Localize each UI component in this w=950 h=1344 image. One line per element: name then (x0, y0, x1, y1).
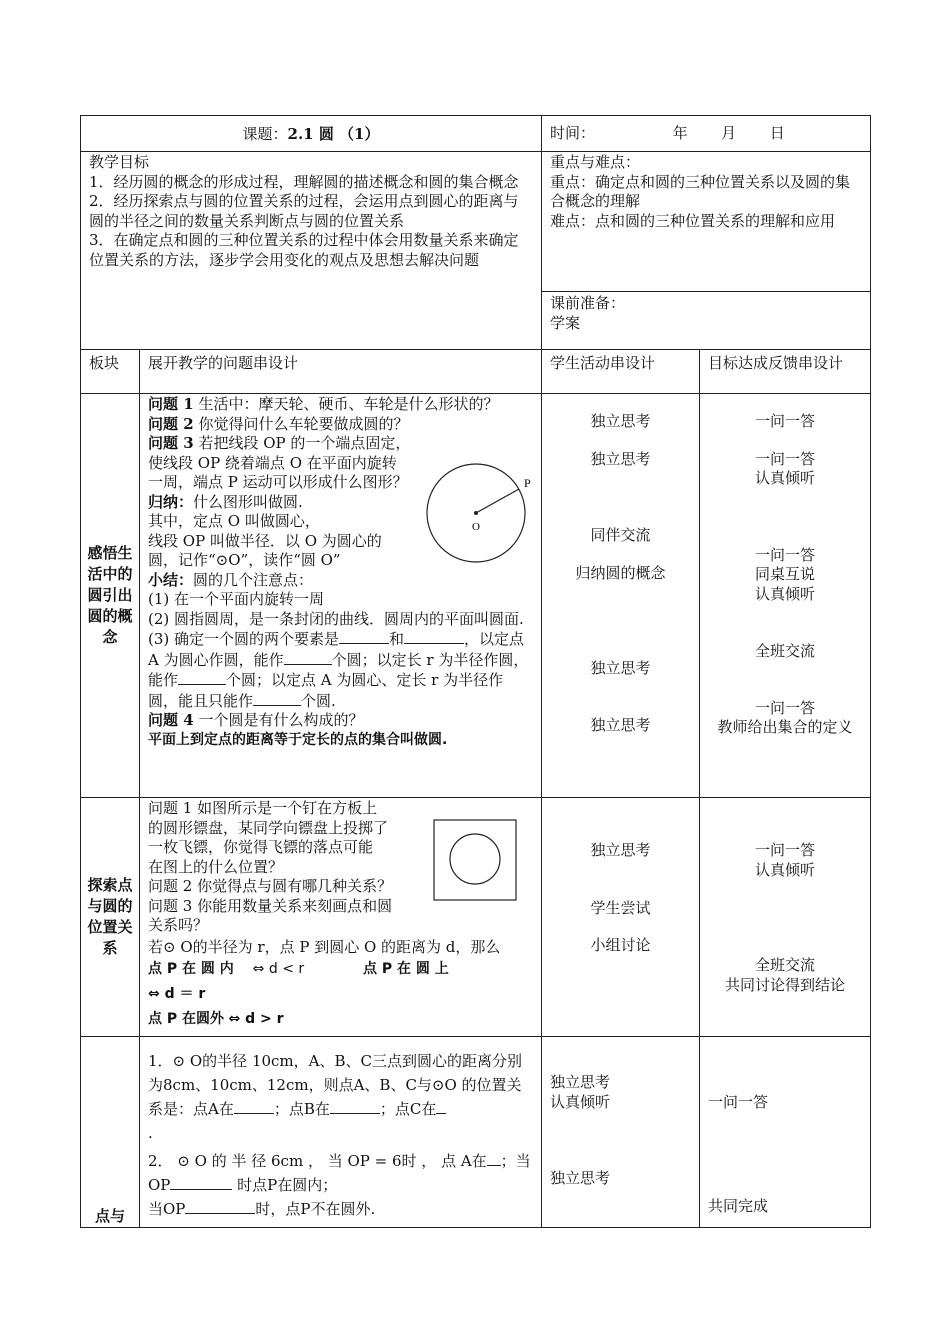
lesson-plan-page (80, 115, 870, 1228)
fill-blank[interactable] (178, 670, 226, 685)
section1-feedback (700, 394, 870, 738)
exercise-text: 时，点P不在圆外. (255, 1200, 376, 1218)
exercise-2 (148, 1149, 533, 1221)
exercise-1 (148, 1049, 533, 1145)
section1-row (81, 394, 871, 798)
q2-text: 你觉得问什么车轮要做成圆的？ (198, 414, 409, 433)
student-activity: 独立思考 (590, 841, 651, 859)
goal-item: 1．经历圆的概念的形成过程，理解圆的描述概念和圆的集合概念 (89, 172, 519, 191)
section3-title: 点与 (94, 1207, 125, 1225)
note3-text: 个圆；以定点 A 为圆心、定长 r 为半径作圆，能且只能作 (148, 671, 504, 710)
exercise-text: 当OP (148, 1200, 186, 1218)
fill-blank[interactable] (339, 629, 389, 644)
board-square (434, 820, 516, 900)
feedback-item: 同桌互说 (754, 565, 815, 583)
circle-figure (426, 460, 538, 572)
fill-blank[interactable] (436, 1099, 446, 1114)
radius-line (476, 489, 519, 513)
fill-blank[interactable] (253, 691, 301, 706)
exercise-text: 时点P在圆内； (237, 1176, 338, 1194)
feedback-item: 共同讨论得到结论 (724, 975, 845, 994)
key-point: 重点：确定点和圆的三种位置关系以及圆的集合概念的理解 (550, 172, 851, 210)
preparation-content: 学案 (550, 313, 581, 332)
exercise-text: ；点C在 (379, 1100, 437, 1118)
col-header-section: 板块 (89, 354, 120, 372)
fill-blank[interactable] (234, 1099, 274, 1114)
q3-label: 问题 3 (148, 434, 194, 452)
induce-text: 什么图形叫做圆. (193, 492, 303, 511)
student-activity: 学生尝试 (590, 898, 651, 917)
note3-text: ，以定点 A 为圆心作圆，能作 (148, 630, 525, 669)
feedback-item: 一问一答 (754, 841, 815, 859)
lesson-plan-table (80, 115, 871, 1228)
q1-label: 问题 1 (148, 395, 194, 413)
exercise-text: ；点B在 (273, 1100, 330, 1118)
difficulty-point: 难点：点和圆的三种位置关系的理解和应用 (550, 211, 836, 230)
section1-student-activities (542, 394, 699, 735)
relation-on-label: 点 P 在 圆 上 (363, 961, 449, 977)
definition-line: 其中，定点 O 叫做圆心， (148, 512, 320, 530)
relation-outside-math: ⇔ d > r (228, 1011, 284, 1027)
relation-outside (148, 1010, 533, 1030)
student-activity: 同伴交流 (590, 526, 651, 544)
day-label: 日 (769, 123, 785, 142)
lesson-title (81, 123, 541, 144)
lesson-label: 课题： (242, 125, 288, 143)
dartboard-circle (450, 834, 500, 884)
goal-item: 2．经历探索点与圆的位置关系的过程，会运用点到圆心的距离与圆的半径之间的数量关系判断点与圆的位置关系 (89, 192, 519, 230)
feedback-item: 一问一答 (754, 412, 815, 430)
relation-inside-math: ⇔ d < r (252, 961, 305, 977)
s2-question: 的圆形镖盘，某同学向镖盘上投掷了 (148, 818, 389, 837)
fill-blank[interactable] (284, 650, 332, 665)
student-activity: 认真倾听 (550, 1092, 611, 1111)
feedback-item: 一问一答 (754, 545, 815, 564)
q2-label: 问题 2 (148, 414, 194, 433)
col-header-feedback: 目标达成反馈串设计 (708, 354, 844, 372)
fill-blank[interactable] (185, 1199, 255, 1214)
point-p-label: P (524, 476, 531, 490)
note-item: (1) 在一个平面内旋转一周 (148, 590, 325, 608)
q4-text: 一个圆是有什么构成的？ (198, 711, 364, 729)
time-field (542, 120, 870, 148)
condition-statement: 若⊙ O的半径为 r，点 P 到圆心 O 的距离为 d，那么 (148, 937, 501, 956)
exercise-text: 1．⊙ O的半径 10cm，A、B、C三点到圆心的距离分别为8cm、10cm、12cm，则点A、B、C与⊙O 的位置关系是：点A在 (148, 1052, 522, 1118)
goal-item: 3．在确定点和圆的三种位置关系的过程中体会用数量关系来确定位置关系的方法，逐步学会用变化的观点及思想去解决问题 (89, 231, 519, 269)
fill-blank[interactable] (487, 1151, 501, 1166)
preparation (542, 292, 871, 350)
column-header-row (81, 350, 871, 394)
col-header-questions: 展开教学的问题串设计 (148, 354, 299, 372)
student-activity: 独立思考 (590, 449, 651, 468)
student-activity: 独立思考 (550, 1169, 611, 1187)
feedback-item: 全班交流 (754, 956, 815, 974)
relation-inside-on (148, 960, 533, 980)
student-activity: 独立思考 (550, 1073, 611, 1091)
section2-questions (140, 798, 541, 1034)
section3-exercises (140, 1037, 541, 1225)
note3-text: 个圆；以定长 r 为半径作圆，能作 (148, 650, 529, 689)
key-points (542, 152, 871, 292)
key-points-heading: 重点与难点： (550, 153, 641, 171)
q3-text: 使线段 OP 绕着端点 O 在平面内旋转 (148, 453, 397, 472)
point-o-label: O (472, 521, 480, 533)
note3-text: 和 (389, 630, 405, 648)
goals-heading: 教学目标 (89, 153, 150, 171)
section2-student-activities (542, 798, 699, 956)
s2-question: 关系吗？ (148, 916, 209, 934)
lesson-title-text: 2.1 圆 （1） (287, 125, 380, 143)
relation-inside-label: 点 P 在 圆 内 (148, 961, 234, 977)
col-header-student: 学生活动串设计 (550, 354, 656, 372)
definition-line: 圆，记作“⊙O”，读作“圆 O” (148, 551, 341, 569)
teaching-goals (81, 152, 542, 350)
dartboard-figure (433, 819, 519, 903)
section1-questions (140, 394, 541, 754)
q1-text: 生活中：摩天轮、硬币、车轮是什么形状的？ (198, 395, 499, 413)
s2-question: 问题 1 如图所示是一个钉在方板上 (148, 799, 378, 817)
feedback-item: 教师给出集合的定义 (717, 718, 853, 736)
feedback-item: 认真倾听 (754, 469, 815, 487)
preparation-heading: 课前准备： (550, 294, 626, 312)
section3-student-activities (542, 1037, 699, 1193)
section3-feedback (700, 1037, 870, 1220)
feedback-item: 全班交流 (754, 642, 815, 660)
note-item (148, 629, 533, 711)
feedback-item: 一问一答 (708, 1093, 769, 1111)
student-activity: 独立思考 (590, 659, 651, 677)
s2-question: 在图上的什么位置？ (148, 857, 284, 876)
student-activity: 独立思考 (590, 412, 651, 430)
student-activity: 小组讨论 (590, 936, 651, 954)
summary-label: 小结： (148, 570, 194, 589)
note3-text: (3) 确定一个圆的两个要素是 (148, 630, 340, 648)
month-label: 月 (721, 123, 737, 142)
relation-outside-label: 点 P 在圆外 (148, 1011, 225, 1027)
fill-blank[interactable] (404, 629, 464, 644)
exercise-text: . (148, 1124, 153, 1142)
definition-line: 线段 OP 叫做半径．以 O 为圆心的 (148, 531, 382, 550)
student-activity: 归纳圆的概念 (575, 563, 666, 582)
q3-text: 若把线段 OP 的一个端点固定， (198, 434, 411, 452)
section2-feedback (700, 798, 870, 995)
time-label: 时间： (550, 123, 596, 142)
induce-label: 归纳： (148, 492, 194, 511)
feedback-item: 共同完成 (708, 1196, 769, 1215)
exercise-text: ；当OP (148, 1152, 531, 1194)
section1-title: 感悟生活中的圆引出圆的概念 (87, 544, 133, 646)
fill-blank[interactable] (170, 1175, 232, 1190)
circle-set-definition: 平面上到定点的距离等于定长的点的集合叫做圆. (148, 731, 448, 748)
feedback-item: 认真倾听 (754, 860, 815, 879)
center-dot (474, 511, 478, 515)
s2-question: 问题 2 你觉得点与圆有哪几种关系？ (148, 877, 393, 895)
section2-title: 探索点与圆的位置关系 (87, 876, 133, 957)
fill-blank[interactable] (330, 1099, 380, 1114)
feedback-item: 一问一答 (754, 449, 815, 468)
s2-question: 问题 3 你能用数量关系来刻画点和圆 (148, 896, 393, 915)
feedback-item: 一问一答 (754, 698, 815, 717)
relation-on-math: ⇔ d ＝ r (148, 985, 206, 1002)
section2-row (81, 798, 871, 1037)
summary-text: 圆的几个注意点： (193, 570, 314, 589)
q3-text: 一周，端点 P 运动可以形成什么图形？ (148, 473, 408, 491)
section3-row (81, 1037, 871, 1228)
q4-label: 问题 4 (148, 711, 194, 729)
note3-text: 个圆. (301, 691, 336, 710)
s2-question: 一枚飞镖，你觉得飞镖的落点可能 (148, 838, 374, 856)
student-activity: 独立思考 (590, 715, 651, 734)
feedback-item: 认真倾听 (754, 584, 815, 603)
year-label: 年 (672, 123, 688, 142)
note-item: (2) 圆指圆周，是一条封闭的曲线．圆周内的平面叫圆面. (148, 609, 524, 628)
exercise-text: 2． ⊙ O 的 半 径 6cm ， 当 OP = 6时 ， 点 A在 (148, 1152, 487, 1170)
header-row (81, 116, 871, 152)
